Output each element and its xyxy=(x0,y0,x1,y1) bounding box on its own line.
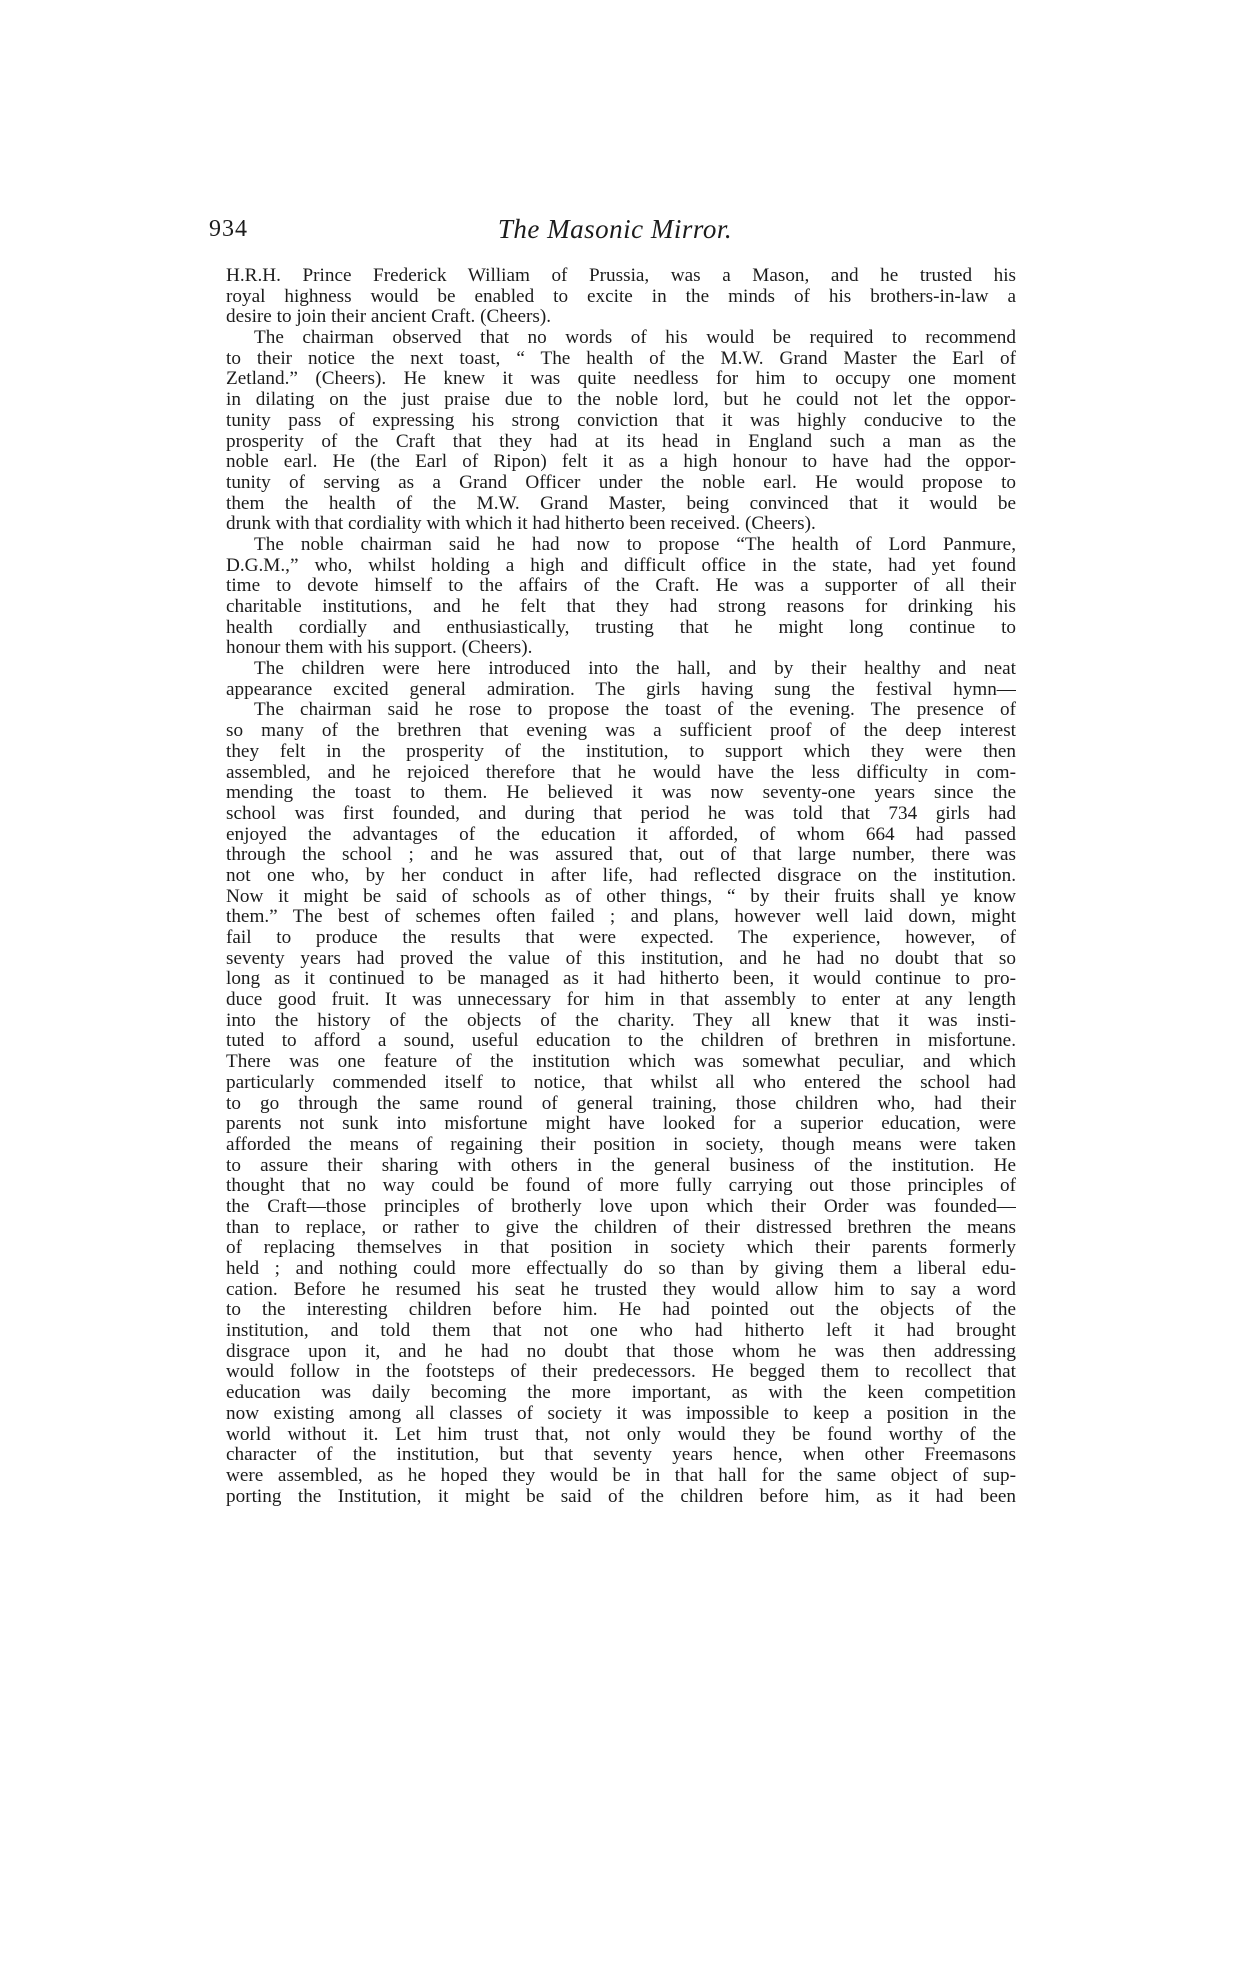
text-line: health cordially and enthusiastically, trusting that he might long continue to xyxy=(226,617,1016,638)
text-line: so many of the brethren that evening was a sufficient proof of the deep interest xyxy=(226,721,1016,742)
text-line: prosperity of the Craft that they had at its head in England such a man as the xyxy=(226,431,1016,452)
text-line: world without it. Let him trust that, not only would they be found worthy of the xyxy=(226,1424,1016,1445)
text-line: would follow in the footsteps of their predecessors. He begged them to recollect that xyxy=(226,1362,1016,1383)
text-line: The noble chairman said he had now to propose “The health of Lord Panmure, xyxy=(254,534,1016,555)
text-line: D.G.M.,” who, whilst holding a high and difficult office in the state, had yet found xyxy=(226,555,1016,576)
text-line: The children were here introduced into the hall, and by their healthy and neat xyxy=(254,659,1016,680)
text-line: to their notice the next toast, “ The health of the M.W. Grand Master the Earl of xyxy=(226,348,1016,369)
text-line: Now it might be said of schools as of other things, “ by their fruits shall ye know xyxy=(226,886,1016,907)
text-line: they felt in the prosperity of the institution, to support which they were then xyxy=(226,741,1016,762)
text-line: assembled, and he rejoiced therefore that he would have the less difficulty in com- xyxy=(226,762,1016,783)
text-line: honour them with his support. (Cheers). xyxy=(226,638,533,659)
text-line: education was daily becoming the more important, as with the keen competition xyxy=(226,1383,1016,1404)
text-line: duce good fruit. It was unnecessary for him in that assembly to enter at any length xyxy=(226,990,1016,1011)
article-body xyxy=(226,266,1016,1507)
text-line: long as it continued to be managed as it had hitherto been, it would continue to pro- xyxy=(226,969,1016,990)
text-line: The chairman said he rose to propose the toast of the evening. The presence of xyxy=(254,700,1016,721)
text-line: to assure their sharing with others in the general business of the institution. He xyxy=(226,1155,1016,1176)
text-line: noble earl. He (the Earl of Ripon) felt it as a high honour to have had the oppor- xyxy=(226,452,1016,473)
text-line: through the school ; and he was assured that, out of that large number, there was xyxy=(226,845,1016,866)
running-title: The Masonic Mirror. xyxy=(497,214,733,244)
text-line: were assembled, as he hoped they would be in that hall for the same object of sup- xyxy=(226,1465,1016,1486)
text-line: school was first founded, and during that period he was told that 734 girls had xyxy=(226,803,1016,824)
text-line: of replacing themselves in that position in society which their parents formerly xyxy=(226,1238,1016,1259)
text-line: them.” The best of schemes often failed ; and plans, however well laid down, might xyxy=(226,907,1016,928)
text-line: porting the Institution, it might be said of the children before him, as it had been xyxy=(226,1486,1016,1507)
text-line: The chairman observed that no words of his would be required to recommend xyxy=(254,328,1016,349)
text-line: character of the institution, but that seventy years hence, when other Freemasons xyxy=(226,1445,1016,1466)
text-line: enjoyed the advantages of the education it afforded, of whom 664 had passed xyxy=(226,824,1016,845)
text-line: appearance excited general admiration. The girls having sung the festival hymn— xyxy=(226,679,1016,700)
text-line: now existing among all classes of society it was impossible to keep a position in the xyxy=(226,1403,1016,1424)
page-number: 934 xyxy=(209,216,248,242)
text-line: institution, and told them that not one who had hitherto left it had brought xyxy=(226,1321,1016,1342)
text-line: than to replace, or rather to give the children of their distressed brethren the means xyxy=(226,1217,1016,1238)
text-line: afforded the means of regaining their position in society, though means were taken xyxy=(226,1134,1016,1155)
text-line: held ; and nothing could more effectually do so than by giving them a liberal edu- xyxy=(226,1259,1016,1279)
text-line: There was one feature of the institution which was somewhat peculiar, and which xyxy=(226,1052,1016,1073)
text-line: seventy years had proved the value of this institution, and he had no doubt that so xyxy=(226,948,1016,969)
text-line: not one who, by her conduct in after life, had reflected disgrace on the institution. xyxy=(226,865,1016,886)
text-line: charitable institutions, and he felt that they had strong reasons for drinking his xyxy=(226,597,1016,617)
text-line: tuted to afford a sound, useful education to the children of brethren in misfortune. xyxy=(226,1031,1016,1052)
text-line: royal highness would be enabled to excite in the minds of his brothers-in-law a xyxy=(226,286,1016,307)
page-header xyxy=(207,212,1023,256)
text-line: parents not sunk into misfortune might have looked for a superior education, were xyxy=(226,1114,1016,1135)
text-line: to the interesting children before him. He had pointed out the objects of the xyxy=(226,1300,1016,1321)
text-line: time to devote himself to the affairs of the Craft. He was a supporter of all their xyxy=(226,576,1016,597)
text-line: Zetland.” (Cheers). He knew it was quite needless for him to occupy one moment xyxy=(226,369,1016,390)
text-line: fail to produce the results that were expected. The experience, however, of xyxy=(226,928,1016,948)
text-line: mending the toast to them. He believed it was now seventy-one years since the xyxy=(226,783,1016,804)
text-line: thought that no way could be found of more fully carrying out those principles of xyxy=(226,1176,1016,1197)
text-line: particularly commended itself to notice, that whilst all who entered the school had xyxy=(226,1072,1016,1093)
text-line: in dilating on the just praise due to the noble lord, but he could not let the oppor- xyxy=(226,390,1016,411)
text-line: drunk with that cordiality with which it had hitherto been received. (Cheers). xyxy=(226,514,816,535)
text-line: to go through the same round of general training, those children who, had their xyxy=(226,1093,1016,1114)
text-line: H.R.H. Prince Frederick William of Prussia, was a Mason, and he trusted his xyxy=(226,266,1016,286)
text-line: them the health of the M.W. Grand Master, being convinced that it would be xyxy=(226,493,1016,514)
text-line: tunity pass of expressing his strong conviction that it was highly conducive to the xyxy=(226,410,1016,431)
text-line: tunity of serving as a Grand Officer under the noble earl. He would propose to xyxy=(226,472,1016,493)
text-line: disgrace upon it, and he had no doubt that those whom he was then addressing xyxy=(226,1341,1016,1362)
text-line: cation. Before he resumed his seat he trusted they would allow him to say a word xyxy=(226,1279,1016,1300)
text-line: into the history of the objects of the charity. They all knew that it was insti- xyxy=(226,1010,1016,1031)
text-line: desire to join their ancient Craft. (Cheers). xyxy=(226,307,552,328)
text-line: the Craft—those principles of brotherly love upon which their Order was founded— xyxy=(226,1196,1016,1217)
